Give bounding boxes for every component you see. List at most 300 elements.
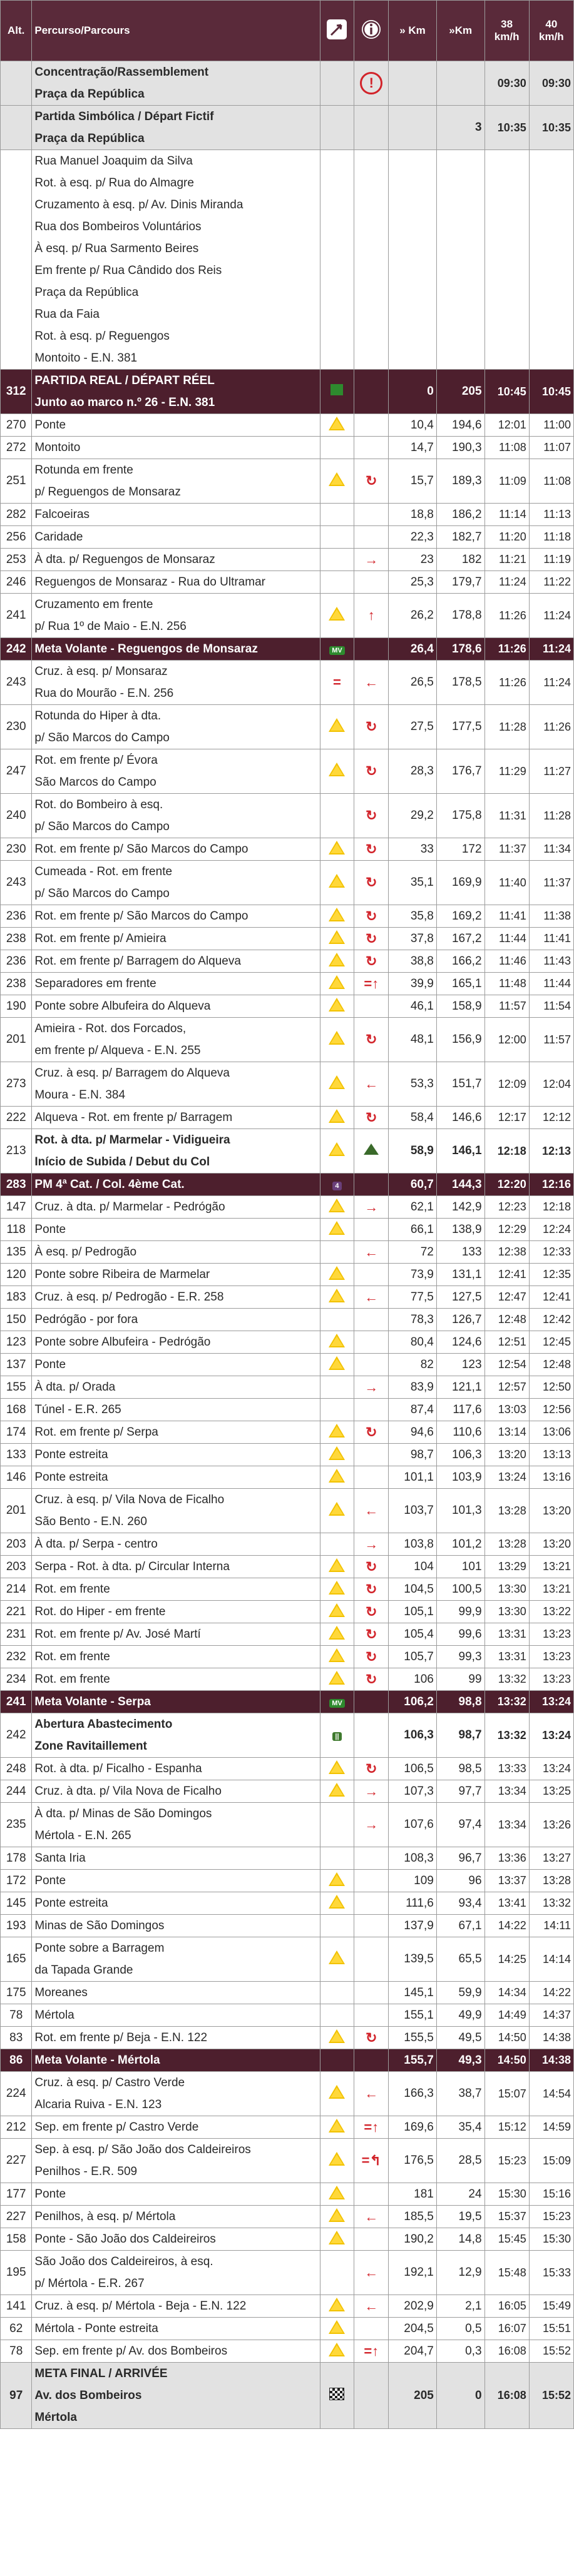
description-line: Montoito - E.N. 381 — [34, 352, 138, 365]
description-line: Cruz. à esq. p/ Monsaraz — [34, 665, 168, 678]
description-cell — [32, 749, 320, 794]
sign-cell — [320, 928, 354, 950]
header-km-left: »Km — [436, 1, 484, 61]
direction-cell — [354, 1219, 389, 1241]
altitude-cell: 248 — [1, 1758, 32, 1780]
direction-cell — [354, 2363, 389, 2429]
km-done-cell: 169,6 — [389, 2116, 437, 2139]
description-line: Túnel - E.R. 265 — [34, 1403, 121, 1416]
description-line: Cruz. à esq. p/ Castro Verde — [34, 2076, 185, 2089]
km-left-cell: 98,8 — [436, 1691, 484, 1713]
table-row — [1, 1489, 574, 1533]
direction-arrow-icon: ← — [364, 2298, 379, 2314]
km-done-cell: 166,3 — [389, 2072, 437, 2116]
sign-cell — [320, 2004, 354, 2027]
sign-cell — [320, 705, 354, 749]
description-line: p/ São Marcos do Campo — [34, 731, 170, 744]
km-left-cell: 0,5 — [436, 2318, 484, 2340]
km-done-cell: 155,5 — [389, 2027, 437, 2049]
warning-triangle-icon — [329, 2231, 345, 2244]
sprint-point-icon: MV — [329, 1699, 345, 1708]
km-done-cell: 77,5 — [389, 1286, 437, 1309]
warning-triangle-icon — [329, 2029, 345, 2043]
altitude-cell: 120 — [1, 1264, 32, 1286]
sign-cell — [320, 1556, 354, 1578]
km-done-cell: 22,3 — [389, 526, 437, 549]
sign-cell — [320, 995, 354, 1018]
description-cell — [32, 1241, 320, 1264]
time-38-cell: 13:28 — [484, 1489, 529, 1533]
description-line: São Marcos do Campo — [34, 776, 156, 789]
table-row — [1, 905, 574, 928]
warning-triangle-icon — [329, 2208, 345, 2222]
km-done-cell: 192,1 — [389, 2251, 437, 2295]
direction-cell — [354, 1018, 389, 1062]
description-cell — [32, 1062, 320, 1107]
km-left-cell: 194,6 — [436, 414, 484, 437]
time-40-cell: 11:43 — [529, 950, 573, 973]
description-line: Rot. em frente — [34, 1650, 110, 1663]
time-38-cell: 12:00 — [484, 1018, 529, 1062]
time-38-cell: 14:22 — [484, 1915, 529, 1937]
description-cell — [32, 1018, 320, 1062]
altitude-cell: 246 — [1, 571, 32, 594]
time-38-cell: 13:32 — [484, 1713, 529, 1758]
description-line: Rua Manuel Joaquim da Silva — [34, 155, 193, 168]
altitude-cell: 238 — [1, 928, 32, 950]
km-left-cell: 49,3 — [436, 2049, 484, 2072]
table-row — [1, 1623, 574, 1646]
km-done-cell: 37,8 — [389, 928, 437, 950]
time-38-cell: 12:17 — [484, 1107, 529, 1129]
description-line: Caridade — [34, 530, 83, 544]
description-cell — [32, 638, 320, 661]
km-done-cell: 18,8 — [389, 504, 437, 526]
direction-cell — [354, 1691, 389, 1713]
warning-triangle-icon — [329, 1783, 345, 1797]
time-38-cell: 13:34 — [484, 1780, 529, 1803]
altitude-cell: 146 — [1, 1466, 32, 1489]
description-cell — [32, 905, 320, 928]
time-40-cell: 11:28 — [529, 794, 573, 838]
km-left-cell: 142,9 — [436, 1196, 484, 1219]
km-left-cell: 182 — [436, 549, 484, 571]
description-line: Moura - E.N. 384 — [34, 1088, 126, 1102]
direction-arrow-icon: ↻ — [366, 953, 377, 969]
climb-start-icon — [364, 1143, 379, 1155]
description-cell — [32, 973, 320, 995]
table-row — [1, 2251, 574, 2295]
warning-triangle-icon — [329, 2343, 345, 2356]
description-line: Rot. em frente p/ Barragem do Alqueva — [34, 955, 241, 968]
altitude-cell: 253 — [1, 549, 32, 571]
km-done-cell: 46,1 — [389, 995, 437, 1018]
direction-cell — [354, 571, 389, 594]
km-left-cell: 189,3 — [436, 459, 484, 504]
description-cell — [32, 1803, 320, 1847]
altitude-cell: 224 — [1, 2072, 32, 2116]
altitude-cell: 147 — [1, 1196, 32, 1219]
description-cell — [32, 150, 320, 370]
sign-cell — [320, 1466, 354, 1489]
altitude-cell: 241 — [1, 594, 32, 638]
km-done-cell: 35,1 — [389, 861, 437, 905]
direction-arrow-icon: ↻ — [366, 2029, 377, 2046]
description-line: Rot. em frente — [34, 1673, 110, 1686]
header-speed-40: 40 km/h — [529, 1, 573, 61]
warning-triangle-icon — [329, 1075, 345, 1089]
sign-cell — [320, 594, 354, 638]
direction-cell — [354, 1847, 389, 1870]
direction-cell — [354, 1264, 389, 1286]
table-row — [1, 414, 574, 437]
time-38-cell: 11:21 — [484, 549, 529, 571]
description-line: Meta Volante - Mértola — [34, 2054, 160, 2067]
km-left-cell: 99,9 — [436, 1601, 484, 1623]
direction-cell — [354, 838, 389, 861]
description-cell — [32, 414, 320, 437]
km-left-cell: 0 — [436, 2363, 484, 2429]
time-38-cell: 11:40 — [484, 861, 529, 905]
km-done-cell: 106,3 — [389, 1713, 437, 1758]
time-38-cell: 13:31 — [484, 1623, 529, 1646]
time-40-cell: 12:33 — [529, 1241, 573, 1264]
time-40-cell: 11:24 — [529, 594, 573, 638]
sign-cell — [320, 838, 354, 861]
table-row — [1, 928, 574, 950]
direction-cell — [354, 526, 389, 549]
header-speed-38: 38 km/h — [484, 1, 529, 61]
time-40-cell: 13:20 — [529, 1533, 573, 1556]
km-left-cell: 178,5 — [436, 661, 484, 705]
description-cell — [32, 1915, 320, 1937]
warning-triangle-icon — [329, 2298, 345, 2311]
sign-cell — [320, 2363, 354, 2429]
table-row — [1, 150, 574, 370]
time-40-cell: 12:35 — [529, 1264, 573, 1286]
direction-cell — [354, 2116, 389, 2139]
km-done-cell: 106 — [389, 1668, 437, 1691]
warning-triangle-icon — [329, 975, 345, 989]
description-cell — [32, 1376, 320, 1399]
sign-cell — [320, 571, 354, 594]
description-cell — [32, 1668, 320, 1691]
altitude-cell: 123 — [1, 1331, 32, 1354]
km-done-cell: 33 — [389, 838, 437, 861]
direction-arrow-icon: ← — [364, 1076, 379, 1092]
direction-arrow-icon: ↻ — [366, 1760, 377, 1777]
time-40-cell: 12:50 — [529, 1376, 573, 1399]
sign-cell — [320, 2340, 354, 2363]
time-40-cell: 11:41 — [529, 928, 573, 950]
description-cell — [32, 106, 320, 150]
km-left-cell: 178,6 — [436, 638, 484, 661]
km-done-cell: 26,5 — [389, 661, 437, 705]
table-row — [1, 106, 574, 150]
km-left-cell: 146,1 — [436, 1129, 484, 1174]
time-38-cell: 09:30 — [484, 61, 529, 106]
description-cell — [32, 571, 320, 594]
description-cell — [32, 2363, 320, 2429]
time-40-cell: 13:26 — [529, 1803, 573, 1847]
direction-cell — [354, 861, 389, 905]
direction-arrow-icon: =↰ — [361, 2153, 381, 2168]
direction-cell — [354, 150, 389, 370]
time-38-cell: 12:54 — [484, 1354, 529, 1376]
description-line: Ponte sobre a Barragem — [34, 1942, 165, 1955]
description-line: Rot. à dta. p/ Marmelar - Vidigueira — [34, 1133, 230, 1147]
description-line: Cruz. à dta. p/ Vila Nova de Ficalho — [34, 1785, 222, 1798]
time-40-cell: 11:44 — [529, 973, 573, 995]
altitude-cell: 133 — [1, 1444, 32, 1466]
km-done-cell — [389, 106, 437, 150]
direction-cell — [354, 1129, 389, 1174]
warning-triangle-icon — [329, 1446, 345, 1460]
km-done-cell: 155,1 — [389, 2004, 437, 2027]
description-line: Ponte estreita — [34, 1448, 108, 1461]
direction-cell — [354, 1870, 389, 1892]
direction-arrow-icon: ↻ — [366, 841, 377, 857]
warning-triangle-icon — [329, 1221, 345, 1235]
table-row — [1, 1892, 574, 1915]
time-40-cell: 13:24 — [529, 1691, 573, 1713]
time-40-cell: 12:13 — [529, 1129, 573, 1174]
direction-arrow-icon: ← — [364, 1289, 379, 1305]
sign-cell — [320, 150, 354, 370]
warning-triangle-icon — [329, 718, 345, 732]
sign-cell — [320, 1062, 354, 1107]
km-done-cell: 139,5 — [389, 1937, 437, 1982]
altitude-cell: 241 — [1, 1691, 32, 1713]
direction-cell — [354, 2027, 389, 2049]
km-done-cell: 0 — [389, 370, 437, 414]
description-cell — [32, 995, 320, 1018]
km-done-cell: 106,2 — [389, 1691, 437, 1713]
time-38-cell: 13:36 — [484, 1847, 529, 1870]
direction-arrow-icon: ↻ — [366, 1648, 377, 1665]
direction-arrow-icon: ← — [364, 1503, 379, 1518]
time-40-cell: 13:21 — [529, 1556, 573, 1578]
table-row — [1, 1264, 574, 1286]
time-40-cell: 11:22 — [529, 571, 573, 594]
direction-cell — [354, 950, 389, 973]
description-line: Zone Ravitaillement — [34, 1740, 147, 1753]
description-line: Rot. em frente p/ São Marcos do Campo — [34, 910, 249, 923]
description-line: Rua dos Bombeiros Voluntários — [34, 220, 202, 233]
km-left-cell: 123 — [436, 1354, 484, 1376]
direction-cell — [354, 2004, 389, 2027]
km-left-cell: 131,1 — [436, 1264, 484, 1286]
time-40-cell: 15:52 — [529, 2363, 573, 2429]
table-row — [1, 2004, 574, 2027]
time-38-cell: 10:45 — [484, 370, 529, 414]
direction-cell — [354, 1758, 389, 1780]
time-40-cell: 11:57 — [529, 1018, 573, 1062]
altitude-cell: 141 — [1, 2295, 32, 2318]
description-cell — [32, 794, 320, 838]
time-38-cell: 16:08 — [484, 2340, 529, 2363]
km-left-cell: 127,5 — [436, 1286, 484, 1309]
time-38-cell: 12:51 — [484, 1331, 529, 1354]
route-rows — [1, 61, 574, 2429]
km-left-cell: 121,1 — [436, 1376, 484, 1399]
table-row — [1, 1062, 574, 1107]
altitude-cell: 227 — [1, 2206, 32, 2228]
sign-cell — [320, 437, 354, 459]
km-done-cell: 58,4 — [389, 1107, 437, 1129]
km-left-cell: 186,2 — [436, 504, 484, 526]
description-cell — [32, 1601, 320, 1623]
time-38-cell: 12:38 — [484, 1241, 529, 1264]
description-cell — [32, 1870, 320, 1892]
sign-cell — [320, 2072, 354, 2116]
start-flag-icon — [331, 384, 343, 395]
time-40-cell: 12:24 — [529, 1219, 573, 1241]
sign-cell — [320, 459, 354, 504]
direction-cell — [354, 2206, 389, 2228]
km-left-cell: 3 — [436, 106, 484, 150]
direction-cell — [354, 661, 389, 705]
description-line: PM 4ª Cat. / Col. 4ème Cat. — [34, 1178, 185, 1191]
time-40-cell: 11:38 — [529, 905, 573, 928]
warning-triangle-icon — [329, 1895, 345, 1909]
altitude-cell: 243 — [1, 661, 32, 705]
table-row — [1, 749, 574, 794]
km-left-cell: 65,5 — [436, 1937, 484, 1982]
description-line: Junto ao marco n.º 26 - E.N. 381 — [34, 396, 215, 409]
time-38-cell: 12:23 — [484, 1196, 529, 1219]
direction-cell — [354, 1354, 389, 1376]
direction-cell — [354, 1286, 389, 1309]
description-cell — [32, 2318, 320, 2340]
time-40-cell: 12:04 — [529, 1062, 573, 1107]
sign-cell — [320, 2116, 354, 2139]
km-done-cell: 27,5 — [389, 705, 437, 749]
km-left-cell: 175,8 — [436, 794, 484, 838]
km-done-cell: 181 — [389, 2183, 437, 2206]
direction-cell — [354, 794, 389, 838]
sign-cell — [320, 638, 354, 661]
direction-cell — [354, 1376, 389, 1399]
time-38-cell: 14:25 — [484, 1937, 529, 1982]
table-row — [1, 2363, 574, 2429]
sign-cell — [320, 1309, 354, 1331]
km-left-cell: 103,9 — [436, 1466, 484, 1489]
table-row — [1, 1241, 574, 1264]
time-40-cell: 13:21 — [529, 1578, 573, 1601]
km-done-cell: 185,5 — [389, 2206, 437, 2228]
direction-arrow-icon: ← — [364, 2086, 379, 2101]
direction-cell — [354, 594, 389, 638]
altitude-cell: 135 — [1, 1241, 32, 1264]
sign-cell — [320, 1623, 354, 1646]
description-cell — [32, 1713, 320, 1758]
description-line: em frente p/ Alqueva - E.N. 255 — [34, 1044, 201, 1057]
time-40-cell: 12:48 — [529, 1354, 573, 1376]
time-38-cell: 12:20 — [484, 1174, 529, 1196]
km-done-cell: 176,5 — [389, 2139, 437, 2183]
km-left-cell: 0,3 — [436, 2340, 484, 2363]
direction-cell — [354, 106, 389, 150]
km-left-cell: 99,6 — [436, 1623, 484, 1646]
sign-cell — [320, 1399, 354, 1421]
info-icon — [361, 19, 382, 40]
sign-cell — [320, 1915, 354, 1937]
description-cell — [32, 2251, 320, 2295]
time-38-cell: 11:26 — [484, 661, 529, 705]
direction-cell — [354, 1444, 389, 1466]
time-38-cell: 13:30 — [484, 1601, 529, 1623]
altitude-cell: 312 — [1, 370, 32, 414]
km-done-cell: 105,4 — [389, 1623, 437, 1646]
warning-triangle-icon — [329, 1109, 345, 1123]
description-cell — [32, 549, 320, 571]
table-row — [1, 1376, 574, 1399]
km-left-cell: 35,4 — [436, 2116, 484, 2139]
km-left-cell: 99,3 — [436, 1646, 484, 1668]
direction-arrow-icon: → — [364, 1199, 379, 1215]
description-cell — [32, 1982, 320, 2004]
table-row — [1, 2206, 574, 2228]
time-40-cell: 13:23 — [529, 1668, 573, 1691]
warning-triangle-icon — [329, 1424, 345, 1438]
description-cell — [32, 594, 320, 638]
altitude-cell: 222 — [1, 1107, 32, 1129]
direction-cell — [354, 2228, 389, 2251]
sign-cell — [320, 1444, 354, 1466]
km-done-cell: 78,3 — [389, 1309, 437, 1331]
altitude-cell: 150 — [1, 1309, 32, 1331]
description-cell — [32, 2027, 320, 2049]
sign-cell — [320, 1892, 354, 1915]
km-done-cell: 60,7 — [389, 1174, 437, 1196]
description-line: Falcoeiras — [34, 508, 90, 521]
time-40-cell: 13:06 — [529, 1421, 573, 1444]
description-line: Ponte sobre Ribeira de Marmelar — [34, 1268, 210, 1281]
description-line: Ponte - São João dos Caldeireiros — [34, 2233, 216, 2246]
description-line: p/ Mértola - E.R. 267 — [34, 2277, 145, 2290]
direction-cell — [354, 1713, 389, 1758]
km-left-cell: 146,6 — [436, 1107, 484, 1129]
description-cell — [32, 2183, 320, 2206]
time-38-cell: 12:48 — [484, 1309, 529, 1331]
table-row — [1, 504, 574, 526]
sign-cell — [320, 1331, 354, 1354]
time-40-cell: 10:45 — [529, 370, 573, 414]
time-40-cell: 15:49 — [529, 2295, 573, 2318]
table-row — [1, 2116, 574, 2139]
direction-arrow-icon: =↑ — [364, 2343, 379, 2359]
km-done-cell: 104,5 — [389, 1578, 437, 1601]
altitude-cell: 145 — [1, 1892, 32, 1915]
table-row — [1, 1129, 574, 1174]
direction-arrow-icon: ↻ — [366, 1109, 377, 1125]
direction-arrow-icon: ↻ — [366, 908, 377, 924]
direction-cell — [354, 1601, 389, 1623]
description-line: São Bento - E.N. 260 — [34, 1515, 147, 1528]
sign-cell — [320, 1870, 354, 1892]
description-cell — [32, 1309, 320, 1331]
km-left-cell: 166,2 — [436, 950, 484, 973]
sign-cell — [320, 370, 354, 414]
km-left-cell: 96 — [436, 1870, 484, 1892]
sign-cell — [320, 749, 354, 794]
km-left-cell: 67,1 — [436, 1915, 484, 1937]
warning-triangle-icon — [329, 763, 345, 776]
km-left-cell: 124,6 — [436, 1331, 484, 1354]
altitude-cell: 213 — [1, 1129, 32, 1174]
description-line: São João dos Caldeireiros, à esq. — [34, 2255, 213, 2268]
